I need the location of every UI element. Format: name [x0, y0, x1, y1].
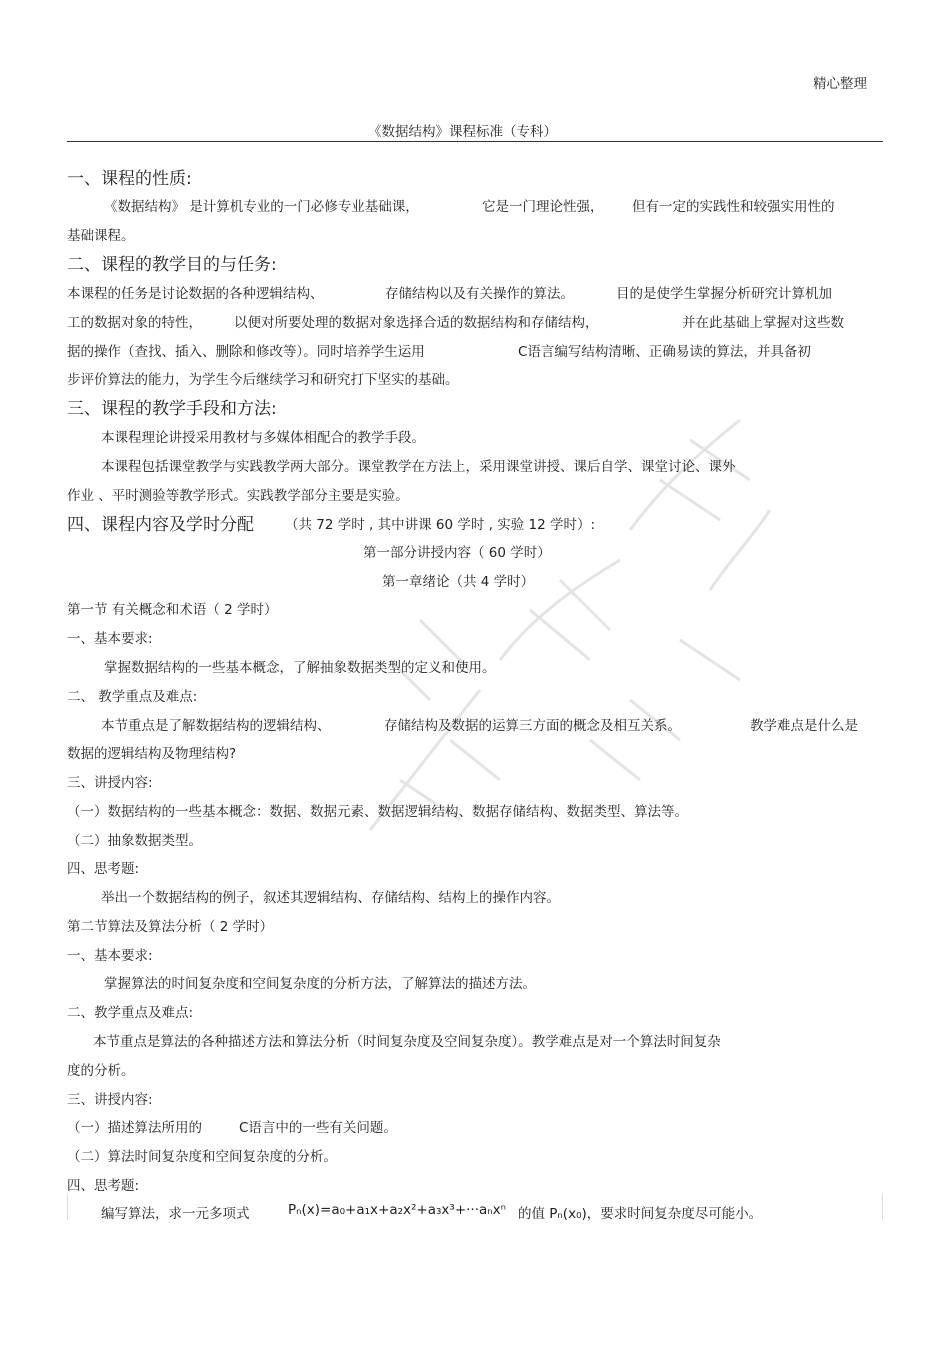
sec2-req-label: 一、基本要求:	[67, 948, 153, 964]
sec1-key-label: 二、 教学重点及难点:	[67, 689, 198, 705]
sec2-key-a: 本节重点是算法的各种描述方法和算法分析（时间复杂度及空间复杂度）。教学难点是对一个算法时间复杂	[93, 1034, 721, 1050]
sec1-title: 第一节 有关概念和术语（ 2 学时）	[67, 602, 278, 618]
s2-line-2a: 工的数据对象的特性，	[67, 315, 202, 331]
s3-line-2: 本课程包括课堂教学与实践教学两大部分。课堂教学在方法上，采用课堂讲授、课后自学、课堂讨论、课外	[101, 459, 736, 475]
sec2-think-label: 四、思考题:	[67, 1178, 140, 1194]
sec1-key-a: 本节重点是了解数据结构的逻辑结构、	[101, 718, 331, 734]
s1-text-1c: 但有一定的实践性和较强实用性的	[632, 199, 835, 215]
left-margin-mark	[67, 1194, 68, 1220]
s1-text-1b: 它是一门理论性强，	[482, 199, 604, 215]
sec1-think-label: 四、思考题:	[67, 861, 140, 877]
section-3-heading: 三、课程的教学手段和方法:	[67, 399, 277, 419]
part-1-title: 第一部分讲授内容（ 60 学时）	[363, 545, 551, 561]
sec2-content-2: （二）算法时间复杂度和空间复杂度的分析。	[67, 1149, 337, 1165]
sec1-think: 举出一个数据结构的例子，叙述其逻辑结构、存储结构、结构上的操作内容。	[101, 890, 560, 906]
sec2-title: 第二节算法及算法分析（ 2 学时）	[67, 919, 274, 935]
s3-line-3: 作业 、平时测验等教学形式。实践教学部分主要是实验。	[67, 488, 409, 504]
sec2-think-b: 的值 Pₙ(x₀)，要求时间复杂度尽可能小。	[518, 1206, 763, 1222]
s2-line-2c: 并在此基础上掌握对这些数	[682, 315, 844, 331]
right-margin-mark	[882, 1194, 883, 1220]
header-rule	[67, 141, 883, 142]
sec2-content-label: 三、讲授内容:	[67, 1092, 153, 1108]
s2-line-1a: 本课程的任务是讨论数据的各种逻辑结构、	[67, 286, 324, 302]
s3-line-1: 本课程理论讲授采用教材与多媒体相配合的教学手段。	[101, 430, 425, 446]
s2-line-1c: 目的是使学生掌握分析研究计算机加	[616, 286, 832, 302]
chapter-1-title: 第一章绪论（共 4 学时）	[382, 574, 535, 590]
document-title: 《数据结构》课程标准（专科）	[368, 124, 557, 140]
sec2-content-1b: C语言中的一些有关问题。	[239, 1120, 397, 1136]
sec2-req: 掌握算法的时间复杂度和空间复杂度的分析方法，了解算法的描述方法。	[104, 976, 536, 992]
s2-line-4: 步评价算法的能力，为学生今后继续学习和研究打下坚实的基础。	[67, 372, 459, 388]
sec2-key-label: 二、教学重点及难点:	[67, 1005, 194, 1021]
sec2-think-a: 编写算法，求一元多项式	[101, 1206, 250, 1222]
polynomial-formula: Pₙ(x)=a₀+a₁x+a₂x²+a₃x³+···aₙxⁿ	[288, 1202, 507, 1218]
s1-text-1d: 基础课程。	[67, 228, 135, 244]
sec1-key-d: 数据的逻辑结构及物理结构?	[67, 746, 237, 762]
sec2-content-1a: （一）描述算法所用的	[67, 1120, 202, 1136]
section-2-heading: 二、课程的教学目的与任务:	[67, 255, 277, 275]
sec1-content-label: 三、讲授内容:	[67, 775, 153, 791]
sec1-key-b: 存储结构及数据的运算三方面的概念及相互关系。	[384, 718, 681, 734]
s1-text-1a: 《数据结构》 是计算机专业的一门必修专业基础课，	[104, 199, 419, 215]
sec2-key-b: 度的分析。	[67, 1063, 135, 1079]
section-1-heading: 一、课程的性质:	[67, 169, 192, 189]
sec1-req: 掌握数据结构的一些基本概念，了解抽象数据类型的定义和使用。	[104, 660, 496, 676]
s2-line-2b: 以便对所要处理的数据对象选择合适的数据结构和存储结构，	[234, 315, 599, 331]
sec1-content-2: （二）抽象数据类型。	[67, 833, 202, 849]
section-4-hours-note: （共 72 学时 , 其中讲课 60 学时 , 实验 12 学时）:	[285, 517, 596, 533]
s2-line-3a: 据的操作（查找、插入、删除和修改等）。同时培养学生运用	[67, 344, 425, 360]
header-top-right: 精心整理	[813, 76, 867, 92]
sec1-content-1: （一）数据结构的一些基本概念：数据、数据元素、数据逻辑结构、数据存储结构、数据类型、算法等。	[67, 804, 688, 820]
sec1-req-label: 一、基本要求:	[67, 631, 153, 647]
s2-line-3b: C语言编写结构清晰、正确易读的算法，并具备初	[518, 344, 811, 360]
sec1-key-c: 教学难点是什么是	[750, 718, 858, 734]
s2-line-1b: 存储结构以及有关操作的算法。	[385, 286, 574, 302]
section-4-heading: 四、课程内容及学时分配	[67, 515, 254, 535]
